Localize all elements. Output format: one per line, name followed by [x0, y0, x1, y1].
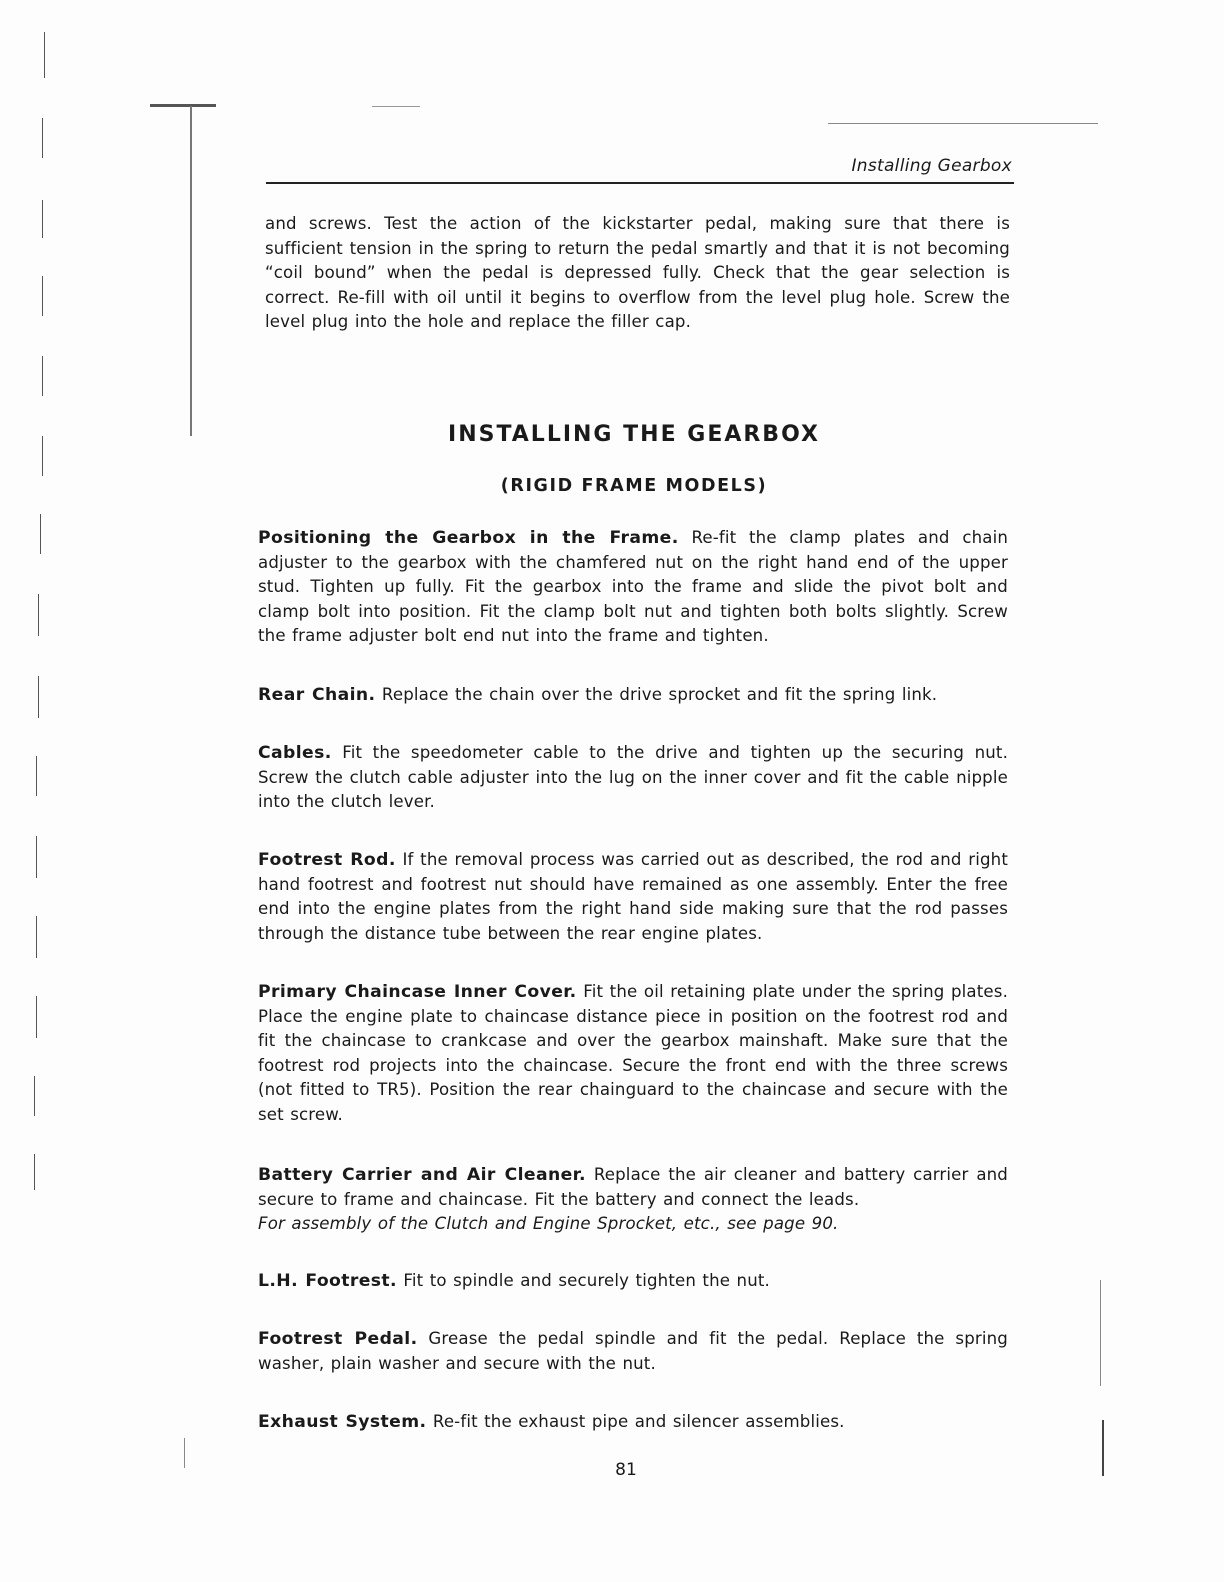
- item-text: Fit to spindle and securely tighten the nut.: [403, 1271, 770, 1290]
- left-edge-line-12: [36, 916, 37, 958]
- left-lower-mark: [184, 1438, 185, 1468]
- intro-paragraph: and screws. Test the action of the kickstarter pedal, making sure that there is sufficient tension in the spring to return the pedal smartly and that it is not becoming “coil bound” when the pedal is depressed fully. Check that the gear selection is correct. Re-fill with oil until it begins to overflow from the level plug hole. Screw the level plug into the hole and replace the filler cap.: [265, 214, 1010, 332]
- left-edge-line-11: [36, 836, 37, 878]
- left-edge-line-1: [44, 32, 45, 78]
- top-rule-fragment: [828, 123, 1098, 124]
- item-heading: Positioning the Gearbox in the Frame.: [258, 528, 679, 548]
- section-subtitle: (RIGID FRAME MODELS): [500, 476, 768, 496]
- item-heading: Battery Carrier and Air Cleaner.: [258, 1165, 586, 1185]
- item-lh-footrest: [258, 1269, 1008, 1294]
- item-footrest-pedal: [258, 1327, 1008, 1376]
- item-positioning-gearbox: [258, 526, 1008, 649]
- running-header: [266, 152, 1014, 184]
- item-text: Fit the oil retaining plate under the spring plates. Place the engine plate to chaincase distance piece in position on the footrest rod and fit the chaincase to crankcase and over the gearbox mainshaft. Make sure that the footrest rod projects into the chaincase. Secure the front end with the three screws (not fitted to TR5). Position the rear chainguard to the chaincase and secure with the set screw.: [258, 982, 1008, 1124]
- binding-mark-vertical: [190, 106, 192, 436]
- left-edge-line-8: [38, 594, 39, 636]
- item-battery-carrier: [258, 1163, 1008, 1237]
- left-edge-line-4: [42, 276, 43, 316]
- item-rear-chain: [258, 683, 1008, 708]
- item-text: Re-fit the clamp plates and chain adjuster to the gearbox with the chamfered nut on the right hand end of the upper stud. Tighten up fully. Fit the gearbox into the frame and slide the pivot bolt and clamp bolt into position. Fit the clamp bolt nut and tighten both bolts slightly. Screw the frame adjuster bolt end nut into the frame and tighten.: [258, 528, 1008, 646]
- left-edge-line-10: [36, 756, 37, 796]
- running-header-title: Installing Gearbox: [851, 156, 1012, 176]
- left-edge-line-2: [42, 118, 43, 158]
- item-heading: Footrest Pedal.: [258, 1329, 418, 1349]
- top-rule-fragment-2: [372, 106, 420, 107]
- item-text: Replace the chain over the drive sprocket and fit the spring link.: [381, 685, 938, 704]
- item-heading: Primary Chaincase Inner Cover.: [258, 982, 577, 1002]
- left-edge-line-9: [38, 676, 39, 718]
- item-text: If the removal process was carried out as described, the rod and right hand footrest and footrest nut should have remained as one assembly. Enter the free end into the engine plates from the right hand side making sure that the rod passes through the distance tube between the rear engine plates.: [258, 850, 1008, 943]
- section-title: INSTALLING THE GEARBOX: [448, 422, 820, 447]
- item-heading: Exhaust System.: [258, 1412, 427, 1432]
- item-text: Fit the speedometer cable to the drive and tighten up the securing nut. Screw the clutch cable adjuster into the lug on the inner cover and fit the cable nipple into the clutch lever.: [258, 743, 1008, 812]
- binding-mark-horizontal: [150, 104, 216, 107]
- left-edge-line-5: [42, 356, 43, 396]
- item-heading: L.H. Footrest.: [258, 1271, 397, 1291]
- item-text: Replace the air cleaner and battery carrier and secure to frame and chaincase. Fit the battery and connect the leads.: [258, 1165, 1008, 1209]
- item-primary-chaincase: [258, 980, 1008, 1128]
- item-heading: Cables.: [258, 743, 332, 763]
- item-text: Grease the pedal spindle and fit the pedal. Replace the spring washer, plain washer and secure with the nut.: [258, 1329, 1008, 1373]
- left-edge-line-13: [36, 996, 37, 1038]
- item-exhaust-system: [258, 1410, 1008, 1435]
- left-edge-line-15: [34, 1154, 35, 1190]
- left-edge-line-6: [42, 436, 43, 476]
- item-cables: [258, 741, 1008, 815]
- left-edge-line-3: [42, 200, 43, 238]
- item-heading: Rear Chain.: [258, 685, 376, 705]
- item-heading: Footrest Rod.: [258, 850, 396, 870]
- item-footrest-rod: [258, 848, 1008, 946]
- right-edge-mark-1: [1100, 1280, 1101, 1386]
- item-note: For assembly of the Clutch and Engine Sprocket, etc., see page 90.: [258, 1214, 839, 1234]
- page-content: [258, 212, 1010, 1432]
- left-edge-line-14: [34, 1076, 35, 1116]
- page-number: 81: [615, 1460, 637, 1480]
- left-edge-line-7: [40, 514, 41, 554]
- right-edge-mark-2: [1102, 1420, 1104, 1476]
- item-text: Re-fit the exhaust pipe and silencer assemblies.: [432, 1412, 845, 1431]
